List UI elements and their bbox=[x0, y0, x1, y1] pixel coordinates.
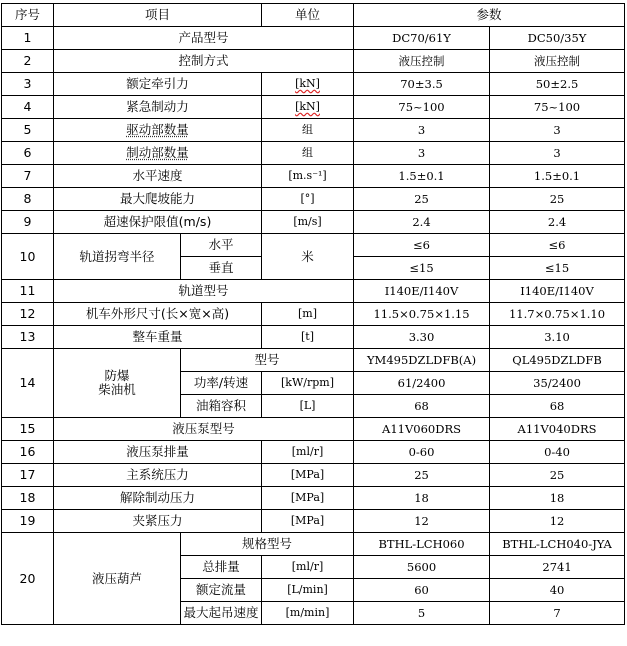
value-b: 7 bbox=[490, 602, 625, 625]
value-b: 75~100 bbox=[490, 96, 625, 119]
row-no: 11 bbox=[2, 280, 54, 303]
row-no: 1 bbox=[2, 27, 54, 50]
row-no: 7 bbox=[2, 165, 54, 188]
value-a: BTHL-LCH060 bbox=[354, 533, 490, 556]
value-b: 0-40 bbox=[490, 441, 625, 464]
value-a: 11.5×0.75×1.15 bbox=[354, 303, 490, 326]
table-row bbox=[2, 510, 625, 533]
row-name: 整车重量 bbox=[54, 326, 262, 349]
row-sub: 规格型号 bbox=[181, 533, 354, 556]
value-b: A11V040DRS bbox=[490, 418, 625, 441]
value-b: DC50/35Y bbox=[490, 27, 625, 50]
value-a: 18 bbox=[354, 487, 490, 510]
value-a: 1.5±0.1 bbox=[354, 165, 490, 188]
table-row bbox=[2, 326, 625, 349]
row-name: 最大爬坡能力 bbox=[54, 188, 262, 211]
row-unit: [m.s⁻¹] bbox=[262, 165, 354, 188]
row-no: 17 bbox=[2, 464, 54, 487]
header-unit: 单位 bbox=[262, 4, 354, 27]
table-row bbox=[2, 234, 625, 257]
row-name: 液压泵型号 bbox=[54, 418, 354, 441]
table-row bbox=[2, 165, 625, 188]
row-unit: [kN] bbox=[262, 96, 354, 119]
table-row bbox=[2, 441, 625, 464]
value-b: BTHL-LCH040-JYA bbox=[490, 533, 625, 556]
value-a: 75~100 bbox=[354, 96, 490, 119]
table-row bbox=[2, 533, 625, 556]
value-a: 12 bbox=[354, 510, 490, 533]
row-unit: [L/min] bbox=[262, 579, 354, 602]
value-b: 25 bbox=[490, 464, 625, 487]
value-b: 11.7×0.75×1.10 bbox=[490, 303, 625, 326]
value-a: 61/2400 bbox=[354, 372, 490, 395]
row-sub: 垂直 bbox=[181, 257, 262, 280]
row-unit: [kW/rpm] bbox=[262, 372, 354, 395]
row-name: 主系统压力 bbox=[54, 464, 262, 487]
row-no: 2 bbox=[2, 50, 54, 73]
row-name: 水平速度 bbox=[54, 165, 262, 188]
value-b: 25 bbox=[490, 188, 625, 211]
row-group: 防爆 柴油机 bbox=[54, 349, 181, 418]
value-a: 3.30 bbox=[354, 326, 490, 349]
value-a: 68 bbox=[354, 395, 490, 418]
row-name: 驱动部数量 bbox=[54, 119, 262, 142]
value-a: 液压控制 bbox=[354, 50, 490, 73]
row-sub: 总排量 bbox=[181, 556, 262, 579]
row-sub: 最大起吊速度 bbox=[181, 602, 262, 625]
value-a: A11V060DRS bbox=[354, 418, 490, 441]
table-row bbox=[2, 418, 625, 441]
row-name: 夹紧压力 bbox=[54, 510, 262, 533]
value-b: 3 bbox=[490, 119, 625, 142]
row-name: 紧急制动力 bbox=[54, 96, 262, 119]
row-name: 制动部数量 bbox=[54, 142, 262, 165]
table-row bbox=[2, 303, 625, 326]
value-a: DC70/61Y bbox=[354, 27, 490, 50]
table-row bbox=[2, 142, 625, 165]
row-no: 15 bbox=[2, 418, 54, 441]
value-a: YM495DZLDFB(A) bbox=[354, 349, 490, 372]
row-no: 5 bbox=[2, 119, 54, 142]
value-b: 50±2.5 bbox=[490, 73, 625, 96]
value-a: 70±3.5 bbox=[354, 73, 490, 96]
table-row bbox=[2, 96, 625, 119]
value-b: 3 bbox=[490, 142, 625, 165]
row-unit: [°] bbox=[262, 188, 354, 211]
row-no: 14 bbox=[2, 349, 54, 418]
row-name: 轨道拐弯半径 bbox=[54, 234, 181, 280]
value-b: ≤15 bbox=[490, 257, 625, 280]
value-a: 60 bbox=[354, 579, 490, 602]
header-row bbox=[2, 4, 625, 27]
row-unit: [L] bbox=[262, 395, 354, 418]
value-b: QL495DZLDFB bbox=[490, 349, 625, 372]
row-name: 额定牵引力 bbox=[54, 73, 262, 96]
value-a: 3 bbox=[354, 142, 490, 165]
row-name: 轨道型号 bbox=[54, 280, 354, 303]
value-a: I140E/I140V bbox=[354, 280, 490, 303]
value-b: 液压控制 bbox=[490, 50, 625, 73]
row-name: 液压泵排量 bbox=[54, 441, 262, 464]
row-no: 20 bbox=[2, 533, 54, 625]
row-name: 控制方式 bbox=[54, 50, 354, 73]
row-no: 13 bbox=[2, 326, 54, 349]
value-a: 25 bbox=[354, 188, 490, 211]
value-a: ≤15 bbox=[354, 257, 490, 280]
value-b: 2.4 bbox=[490, 211, 625, 234]
value-a: 5600 bbox=[354, 556, 490, 579]
table-row bbox=[2, 50, 625, 73]
value-b: ≤6 bbox=[490, 234, 625, 257]
value-a: 2.4 bbox=[354, 211, 490, 234]
row-group: 液压葫芦 bbox=[54, 533, 181, 625]
value-a: 5 bbox=[354, 602, 490, 625]
spec-table bbox=[1, 3, 625, 625]
value-a: 0-60 bbox=[354, 441, 490, 464]
table-row bbox=[2, 464, 625, 487]
table-row bbox=[2, 27, 625, 50]
row-unit: 米 bbox=[262, 234, 354, 280]
value-a: ≤6 bbox=[354, 234, 490, 257]
row-no: 12 bbox=[2, 303, 54, 326]
row-unit: [ml/r] bbox=[262, 441, 354, 464]
value-b: 40 bbox=[490, 579, 625, 602]
row-no: 10 bbox=[2, 234, 54, 280]
row-sub: 水平 bbox=[181, 234, 262, 257]
row-no: 19 bbox=[2, 510, 54, 533]
row-name: 超速保护限值(m/s) bbox=[54, 211, 262, 234]
row-unit: 组 bbox=[262, 142, 354, 165]
row-unit: [ml/r] bbox=[262, 556, 354, 579]
table-row bbox=[2, 280, 625, 303]
row-no: 6 bbox=[2, 142, 54, 165]
table-row bbox=[2, 487, 625, 510]
header-param: 参数 bbox=[354, 4, 625, 27]
row-no: 18 bbox=[2, 487, 54, 510]
value-b: 12 bbox=[490, 510, 625, 533]
value-b: 3.10 bbox=[490, 326, 625, 349]
row-name: 产品型号 bbox=[54, 27, 354, 50]
value-b: 2741 bbox=[490, 556, 625, 579]
row-no: 4 bbox=[2, 96, 54, 119]
value-a: 3 bbox=[354, 119, 490, 142]
row-no: 3 bbox=[2, 73, 54, 96]
row-unit: [MPa] bbox=[262, 464, 354, 487]
header-item: 项目 bbox=[54, 4, 262, 27]
value-b: 68 bbox=[490, 395, 625, 418]
row-unit: [m/min] bbox=[262, 602, 354, 625]
row-unit: [t] bbox=[262, 326, 354, 349]
table-row bbox=[2, 349, 625, 372]
table-row bbox=[2, 211, 625, 234]
value-b: I140E/I140V bbox=[490, 280, 625, 303]
row-unit: [kN] bbox=[262, 73, 354, 96]
row-unit: 组 bbox=[262, 119, 354, 142]
row-sub: 油箱容积 bbox=[181, 395, 262, 418]
row-name: 机车外形尺寸(长×宽×高) bbox=[54, 303, 262, 326]
row-no: 9 bbox=[2, 211, 54, 234]
row-sub: 额定流量 bbox=[181, 579, 262, 602]
row-unit: [MPa] bbox=[262, 487, 354, 510]
value-b: 1.5±0.1 bbox=[490, 165, 625, 188]
table-row bbox=[2, 188, 625, 211]
row-unit: [m] bbox=[262, 303, 354, 326]
value-b: 35/2400 bbox=[490, 372, 625, 395]
row-no: 16 bbox=[2, 441, 54, 464]
row-no: 8 bbox=[2, 188, 54, 211]
row-name: 解除制动压力 bbox=[54, 487, 262, 510]
row-unit: [MPa] bbox=[262, 510, 354, 533]
row-sub: 型号 bbox=[181, 349, 354, 372]
value-a: 25 bbox=[354, 464, 490, 487]
value-b: 18 bbox=[490, 487, 625, 510]
table-row bbox=[2, 119, 625, 142]
header-seq: 序号 bbox=[2, 4, 54, 27]
row-unit: [m/s] bbox=[262, 211, 354, 234]
row-sub: 功率/转速 bbox=[181, 372, 262, 395]
table-row bbox=[2, 73, 625, 96]
